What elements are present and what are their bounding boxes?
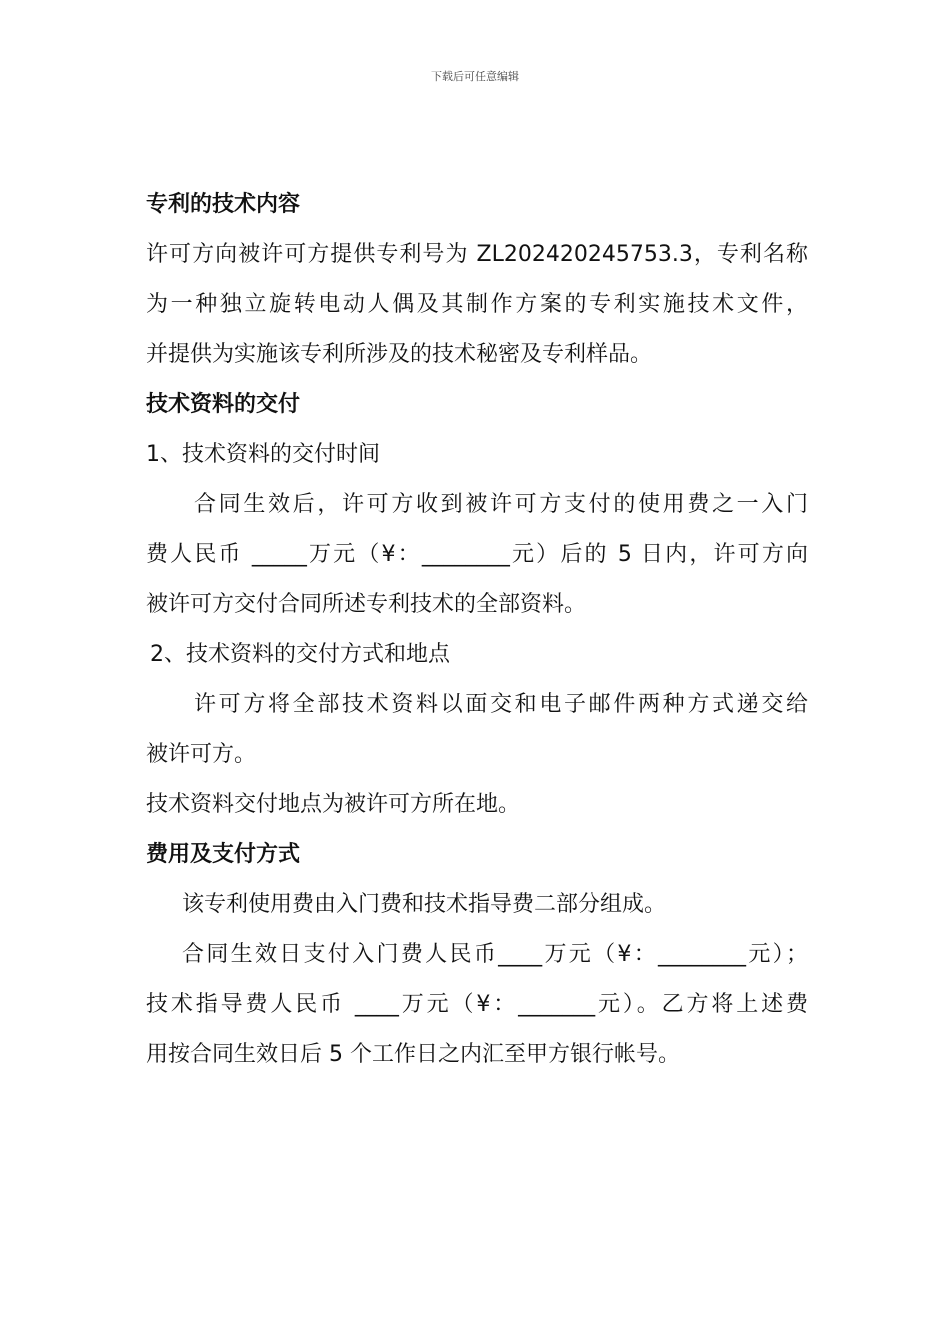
section-heading-fees: 费用及支付方式 [146, 842, 301, 867]
paragraph-line: 合同生效日支付入门费人民币____万元（¥：________元）； [182, 942, 808, 967]
subheading-delivery-method: 2、技术资料的交付方式和地点 [150, 642, 450, 667]
paragraph-line: 并提供为实施该专利所涉及的技术秘密及专利样品。 [146, 342, 653, 367]
paragraph-line: 许可方将全部技术资料以面交和电子邮件两种方式递交给 [194, 692, 808, 717]
paragraph-line: 费人民币 _____万元（¥：________元）后的 5 日内，许可方向 [146, 542, 808, 567]
paragraph-line: 为一种独立旋转电动人偶及其制作方案的专利实施技术文件， [146, 292, 808, 317]
section-heading-delivery: 技术资料的交付 [146, 392, 301, 417]
paragraph-line: 合同生效后，许可方收到被许可方支付的使用费之一入门 [194, 492, 808, 517]
paragraph-line: 许可方向被许可方提供专利号为 ZL202420245753.3，专利名称 [146, 242, 808, 267]
subheading-delivery-time: 1、技术资料的交付时间 [146, 442, 380, 467]
header-note: 下载后可任意编辑 [431, 70, 519, 83]
document-body [146, 180, 808, 1080]
paragraph-line: 技术资料交付地点为被许可方所在地。 [146, 792, 521, 817]
paragraph-line: 技术指导费人民币 ____万元（¥：_______元）。乙方将上述费 [146, 992, 808, 1017]
paragraph-line: 该专利使用费由入门费和技术指导费二部分组成。 [182, 892, 667, 917]
paragraph-line: 被许可方交付合同所述专利技术的全部资料。 [146, 592, 587, 617]
section-heading-technical-content: 专利的技术内容 [146, 192, 301, 217]
paragraph-line: 被许可方。 [146, 742, 257, 767]
paragraph-line: 用按合同生效日后 5 个工作日之内汇至甲方银行帐号。 [146, 1042, 680, 1067]
